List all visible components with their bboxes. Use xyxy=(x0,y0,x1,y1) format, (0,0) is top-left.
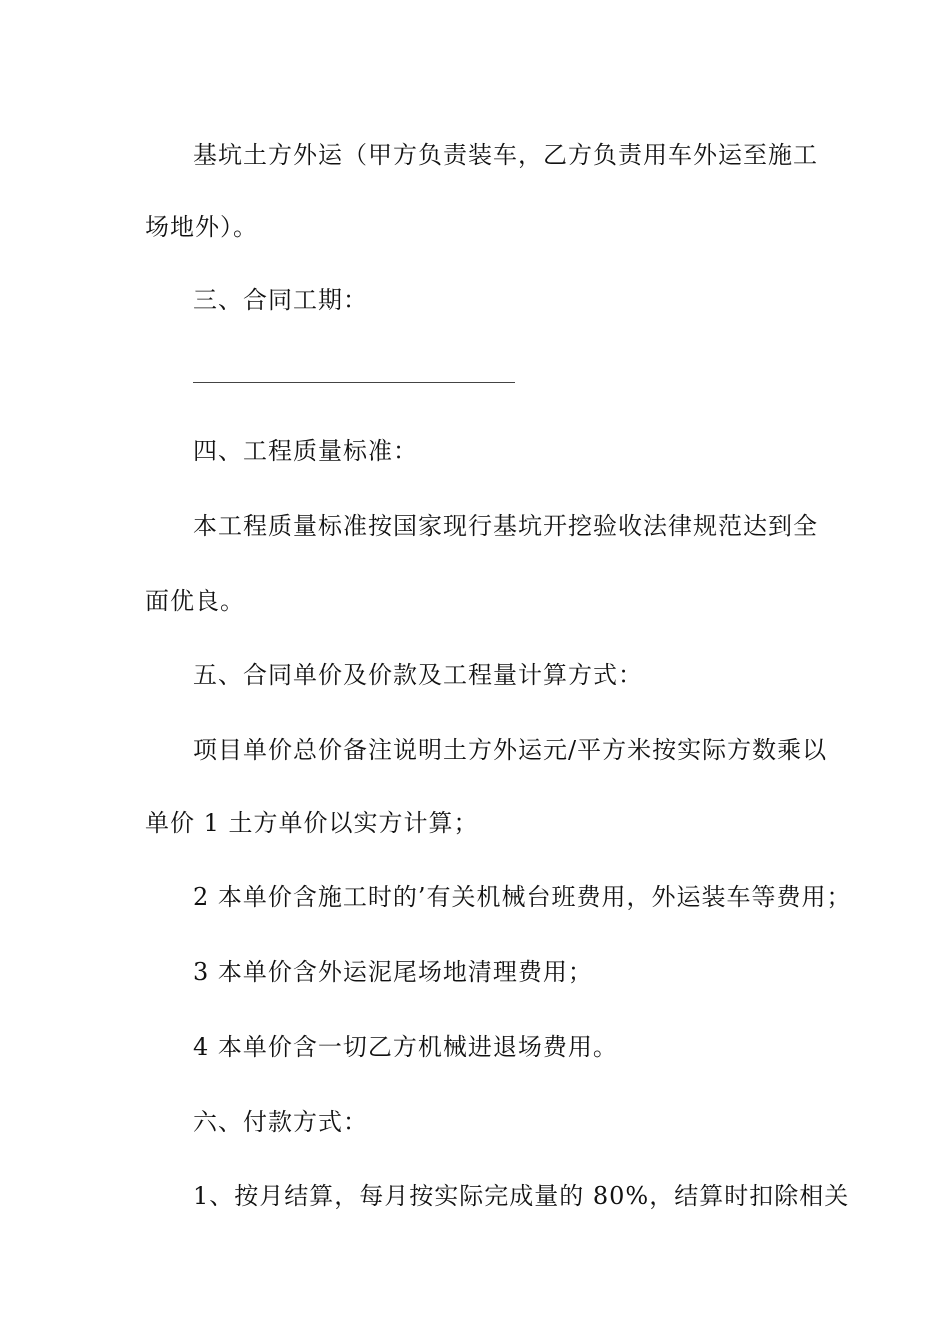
list-item: 4 本单价含一切乙方机械进退场费用。 xyxy=(193,1033,618,1061)
section-heading: 五、合同单价及价款及工程量计算方式： xyxy=(193,661,643,689)
list-item: 1、按月结算，每月按实际完成量的 80%，结算时扣除相关 xyxy=(193,1182,850,1210)
paragraph-line: 项目单价总价备注说明土方外运元/平方米按实际方数乘以 xyxy=(193,736,828,764)
paragraph-line: 单价 1 土方单价以实方计算； xyxy=(145,809,479,837)
paragraph-line: 基坑土方外运（甲方负责装车，乙方负责用车外运至施工 xyxy=(193,141,818,169)
blank-fill-line xyxy=(193,382,515,383)
list-item: 2 本单价含施工时的’有关机械台班费用，外运装车等费用； xyxy=(193,883,852,911)
list-item: 3 本单价含外运泥尾场地清理费用； xyxy=(193,958,593,986)
paragraph-line: 本工程质量标准按国家现行基坑开挖验收法律规范达到全 xyxy=(193,512,818,540)
paragraph-line: 面优良。 xyxy=(145,587,245,615)
section-heading: 四、工程质量标准： xyxy=(193,437,418,465)
section-heading: 三、合同工期： xyxy=(193,286,368,314)
section-heading: 六、付款方式： xyxy=(193,1108,368,1136)
paragraph-line: 场地外）。 xyxy=(145,213,258,241)
